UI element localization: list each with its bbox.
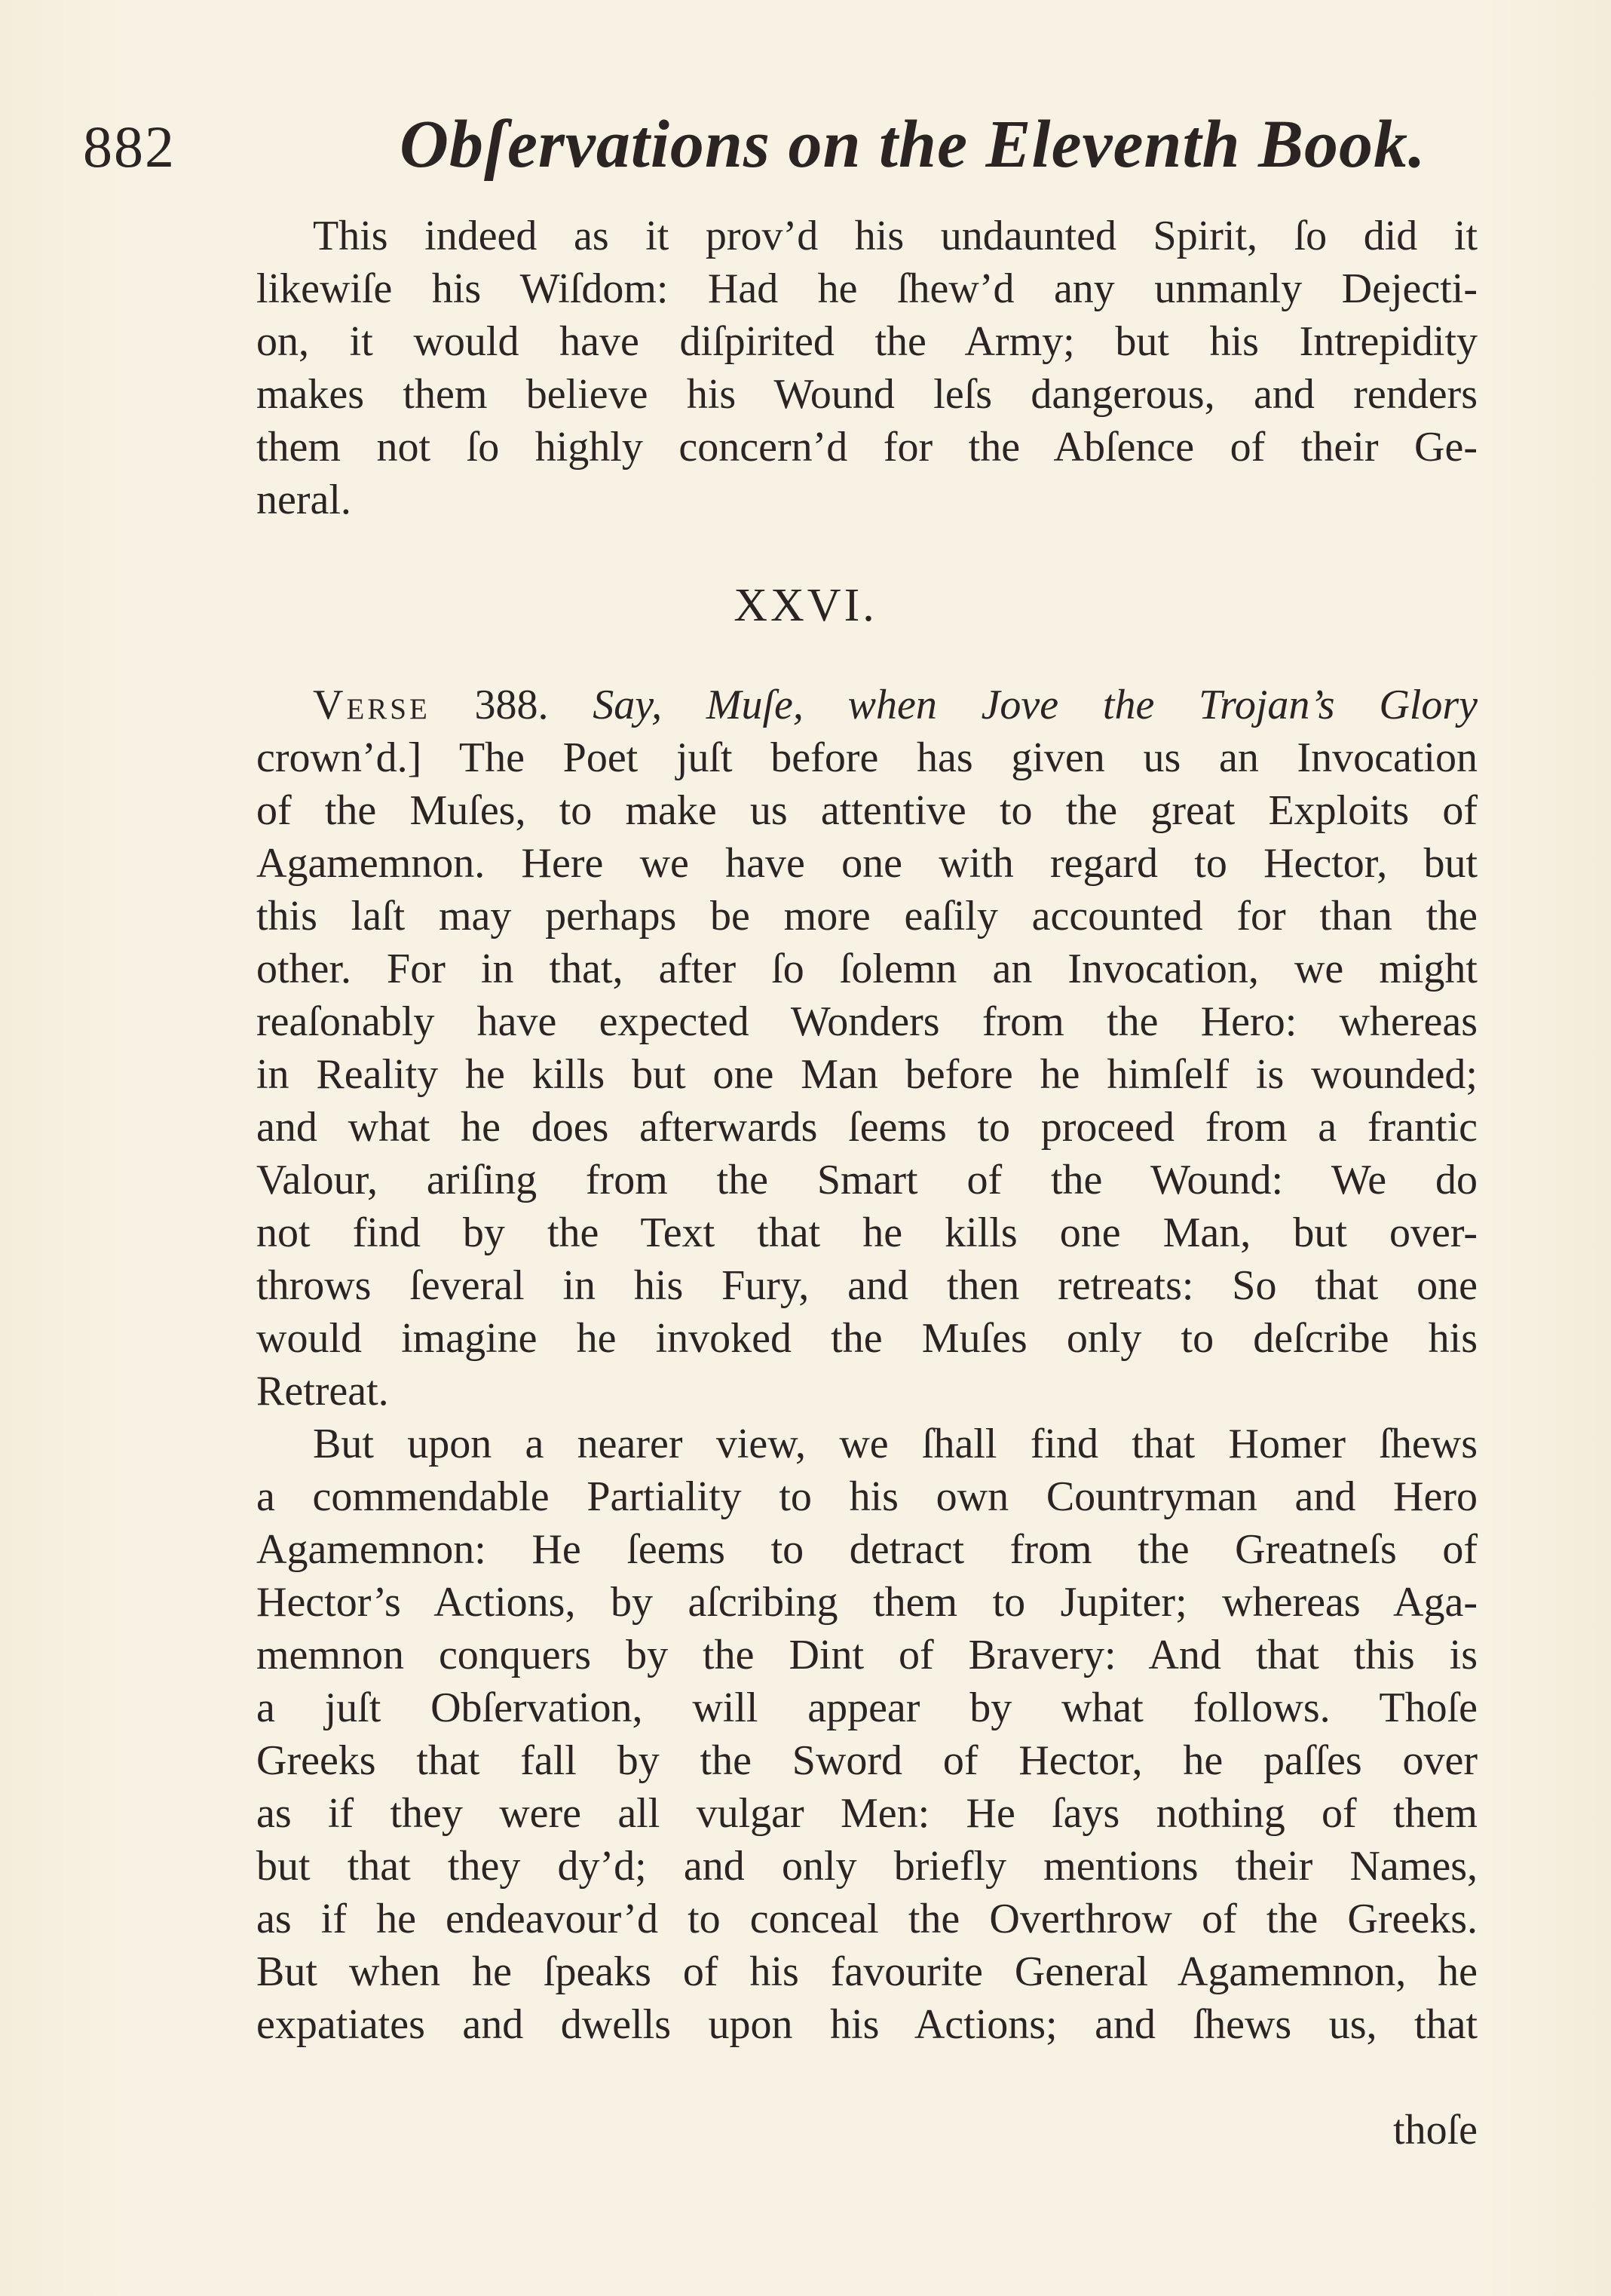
text-line: in Reality he kills but one Man before he himſelf is wounded;	[256, 1051, 1478, 1098]
text-line: other. For in that, after ſo ſolemn an Invocation, we might	[256, 946, 1478, 992]
verse-heading-line	[256, 679, 1478, 731]
text-line: and what he does afterwards ſeems to proceed from a frantic	[256, 1104, 1478, 1151]
text-line: Agamemnon: He ſeems to detract from the Greatneſs of	[256, 1526, 1478, 1573]
text-line: Agamemnon. Here we have one with regard to Hector, but	[256, 840, 1478, 887]
text-line: as if he endeavour’d to conceal the Overthrow of the Greeks.	[256, 1896, 1478, 1942]
text-line: not find by the Text that he kills one Man, but over-	[256, 1209, 1478, 1256]
text-line: a juſt Obſervation, will appear by what follows. Thoſe	[256, 1684, 1478, 1731]
text-line: this laſt may perhaps be more eaſily accounted for than the	[256, 893, 1478, 940]
running-title: Obſervations on the Eleventh Book.	[400, 107, 1426, 182]
text-line: reaſonably have expected Wonders from the Hero: whereas	[256, 998, 1478, 1045]
text-line: Valour, ariſing from the Smart of the Wound: We do	[256, 1157, 1478, 1203]
catchword: thoſe	[1393, 2107, 1478, 2153]
text-line: This indeed as it prov’d his undaunted Spirit, ſo did it	[313, 213, 1478, 259]
text-line: But when he ſpeaks of his favourite General Agamemnon, he	[256, 1948, 1478, 1995]
text-line: Greeks that fall by the Sword of Hector, he paſſes over	[256, 1737, 1478, 1784]
page-number: 882	[83, 114, 176, 179]
text-line: on, it would have diſpirited the Army; but his Intrepidity	[256, 318, 1478, 365]
text-line: but that they dy’d; and only briefly mentions their Names,	[256, 1843, 1478, 1890]
text-line: Hector’s Actions, by aſcribing them to Jupiter; whereas Aga-	[256, 1579, 1478, 1626]
text-line: Retreat.	[256, 1368, 389, 1415]
section-heading: XXVI.	[734, 580, 877, 631]
text-line: likewiſe his Wiſdom: Had he ſhew’d any unmanly Dejecti-	[256, 265, 1478, 312]
verse-quote: Say, Muſe, when Jove the Trojan’s Glory	[593, 682, 1478, 728]
text-line: But upon a nearer view, we ſhall find that Homer ſhews	[313, 1421, 1478, 1467]
text-line: as if they were all vulgar Men: He ſays nothing of them	[256, 1790, 1478, 1837]
text-line: of the Muſes, to make us attentive to the great Exploits of	[256, 787, 1478, 834]
text-line: neral.	[256, 477, 351, 523]
text-line: makes them believe his Wound leſs dangerous, and renders	[256, 371, 1478, 418]
running-head	[83, 107, 1500, 189]
text-line: them not ſo highly concern’d for the Abſence of their Ge-	[256, 424, 1478, 471]
text-line: expatiates and dwells upon his Actions; and ſhews us, that	[256, 2001, 1478, 2048]
paragraph-3	[256, 1418, 1478, 2051]
text-line: a commendable Partiality to his own Countryman and Hero	[256, 1473, 1478, 1520]
text-line: memnon conquers by the Dint of Bravery: And that this is	[256, 1632, 1478, 1678]
text-line: would imagine he invoked the Muſes only to deſcribe his	[256, 1315, 1478, 1362]
text-line: throws ſeveral in his Fury, and then retreats: So that one	[256, 1262, 1478, 1309]
paragraph-2	[256, 679, 1478, 1418]
paragraph-1	[256, 210, 1478, 526]
verse-label: Verse	[313, 682, 430, 728]
verse-number: 388.	[474, 682, 549, 728]
text-line: crown’d.] The Poet juſt before has given us an Invocation	[256, 734, 1478, 781]
